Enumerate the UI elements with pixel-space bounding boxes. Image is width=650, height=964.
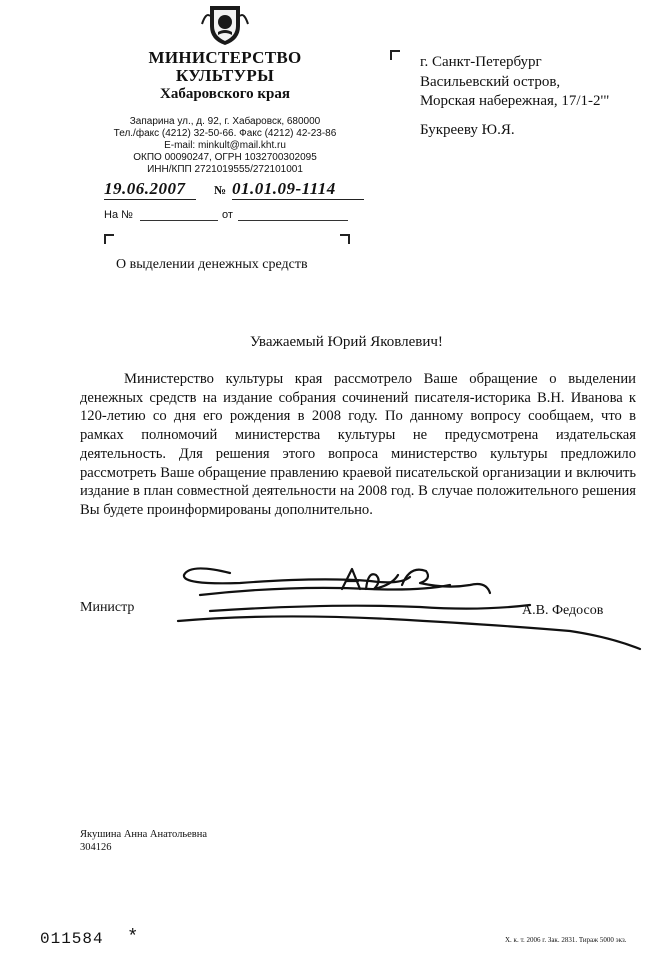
recipient-name: Букрееву Ю.Я. — [420, 122, 515, 138]
on-number-blank — [140, 220, 218, 221]
registration-number-label: № — [214, 183, 227, 197]
sender-okpo: ОКПО 00090247, ОГРН 1032700302095 — [133, 152, 317, 163]
sender-email: E-mail: minkult@mail.kht.ru — [164, 140, 286, 151]
registration-line — [104, 179, 364, 203]
registration-number: 01.01.09-1114 — [232, 179, 364, 200]
letter-body: Министерство культуры края рассмотрело Ваше обращение о выделении денежных средств на издание собрания сочинений писателя-историка В.Н. Иванова к 120-летию со дня его рождения в 2008 году. По данному вопросу сообщаем, что в рамках полномочий министерства культуры не предусмотрена издательская деятельность. Для решения этого вопроса министерство культуры предложило рассмотреть Ваше обращение правлению краевой писательской организации и включить издание в план совместной деятельности на 2008 год. В случае положительного решения Вы будете проинформированы дополнительно. — [80, 371, 636, 518]
signatory-title: Министр — [80, 600, 135, 615]
asterisk-mark: * — [127, 926, 139, 948]
signatory-name: А.В. Федосов — [522, 603, 604, 618]
recipient-district: Васильевский остров, — [420, 74, 561, 90]
sender-phones: Тел./факс (4212) 32-50-66. Факс (4212) 42-23-86 — [113, 128, 337, 139]
from-date-blank — [238, 220, 348, 221]
ministry-region: Хабаровского края — [160, 86, 290, 102]
ministry-name-line1: МИНИСТЕРСТВО — [148, 48, 302, 67]
recipient-street: Морская набережная, 17/1-2'" — [420, 93, 610, 109]
letter-subject: О выделении денежных средств — [116, 257, 308, 272]
executor-phone: 304126 — [80, 842, 112, 853]
registration-date: 19.06.2007 — [104, 179, 196, 200]
subject-corner-mark-left — [104, 234, 114, 244]
from-label: от — [222, 209, 233, 221]
subject-corner-mark-right — [340, 234, 350, 244]
sender-address: Запарина ул., д. 92, г. Хабаровск, 680000 — [129, 116, 321, 127]
form-serial-number: 011584 — [40, 930, 104, 948]
reply-reference-line — [104, 209, 364, 225]
address-corner-mark — [390, 50, 400, 60]
executor-name: Якушина Анна Анатольевна — [80, 829, 207, 840]
recipient-city: г. Санкт-Петербург — [420, 54, 542, 70]
sender-inn: ИНН/КПП 2721019555/272101001 — [147, 164, 303, 175]
coat-of-arms-emblem — [200, 2, 250, 46]
salutation: Уважаемый Юрий Яковлевич! — [250, 334, 443, 350]
on-number-label: На № — [104, 209, 133, 221]
ministry-name-line2: КУЛЬТУРЫ — [175, 66, 275, 85]
print-info: Х. к. т. 2006 г. Зак. 2831. Тираж 5000 экз. — [505, 936, 627, 944]
